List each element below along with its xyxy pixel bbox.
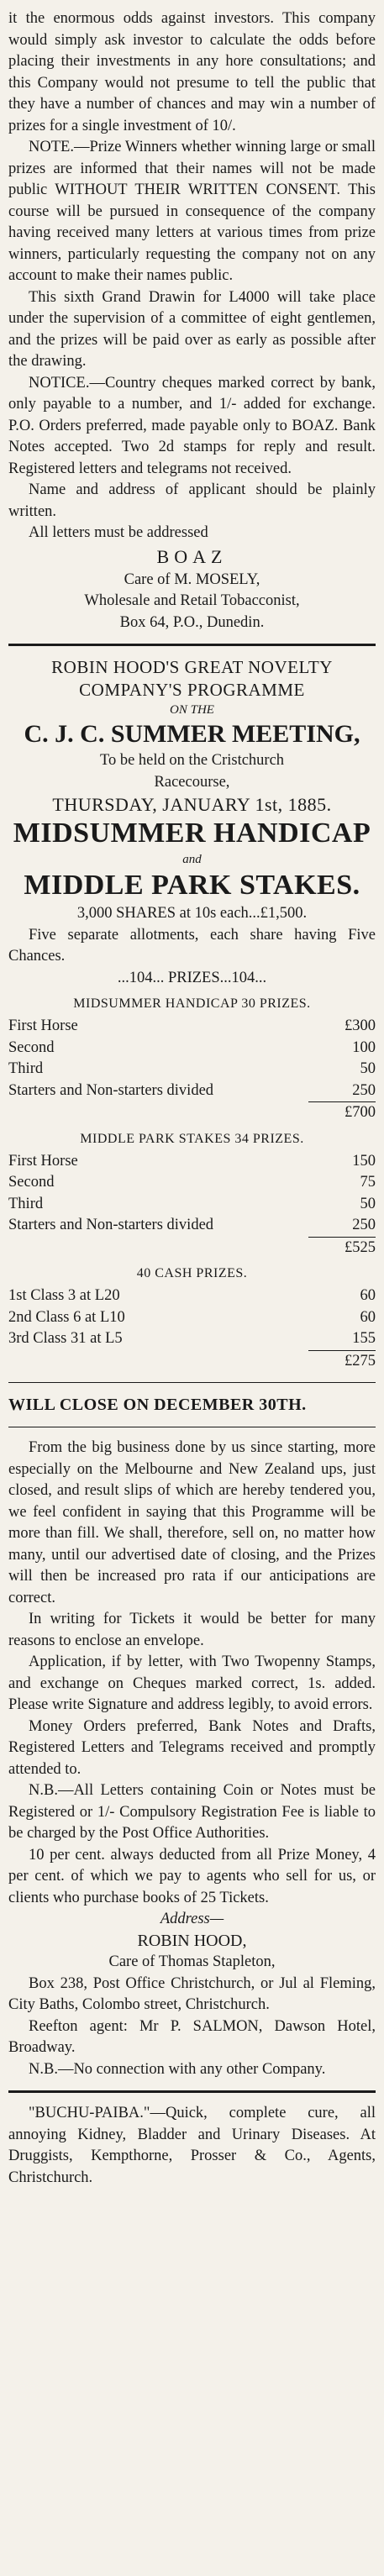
- prize-row: [8, 1016, 376, 1038]
- prize-table-middle-park: [8, 1151, 376, 1237]
- boaz-addr-3: Box 64, P.O., Dunedin.: [119, 613, 265, 631]
- prize-amount: 100: [352, 1038, 376, 1056]
- prize-amount: £300: [345, 1017, 376, 1034]
- robin-hood-name: ROBIN HOOD,: [137, 1931, 247, 1950]
- prize-amount: 75: [360, 1174, 376, 1191]
- ad-title-2: COMPANY'S PROGRAMME: [79, 680, 305, 700]
- prize-section-middle-park: MIDDLE PARK STAKES 34 PRIZES.: [80, 1131, 304, 1146]
- prize-row: [8, 1038, 376, 1059]
- prize-label: First Horse: [8, 1017, 78, 1034]
- ad-body-3: Application, if by letter, with Two Twopenny Stamps, and exchange on Cheques marked correct, 1s. added. Please write Signature and address legibly, to avoid errors.: [8, 1653, 376, 1713]
- prize-label: Second: [8, 1038, 55, 1056]
- buchu-ad: "BUCHU-PAIBA."—Quick, complete cure, all annoying Kidney, Bladder and Urinary Diseases. At Druggists, Kempthorne, Prosser & Co., Agents, Christchurch.: [8, 2105, 376, 2186]
- prize-label: Starters and Non-starters divided: [8, 1081, 214, 1099]
- intro-paragraph: it the enormous odds against investors. This company would simply ask investor to calculate the odds before placing their investments in any hore consultations; and this Company would not presume to tell the public that they have a number of chances and may win a number of prizes for a single investment of 10/.: [8, 10, 376, 134]
- prize-amount: 60: [360, 1287, 376, 1304]
- prize-label: Second: [8, 1174, 55, 1191]
- prize-row: [8, 1307, 376, 1329]
- ad-body-2: In writing for Tickets it would be better for many reasons to enclose an envelope.: [8, 1611, 376, 1649]
- boaz-addr-2: Wholesale and Retail Tobacconist,: [84, 592, 300, 609]
- ad-on-the: ON THE: [170, 703, 214, 717]
- ad-body-4: Money Orders preferred, Bank Notes and Drafts, Registered Letters and Telegrams received and promptly attended to.: [8, 1717, 376, 1778]
- note-paragraph: NOTE.—Prize Winners whether winning large or small prizes are informed that their names will not be made public WITHOUT THEIR WRITTEN CONSENT. This course will be pursued in consequence of the company having received many letters at various times from prize winners, particularly requesting the company not on any account to make their names public.: [8, 139, 376, 284]
- prize-amount: 250: [352, 1081, 376, 1099]
- ad-meeting-title: C. J. C. SUMMER MEETING,: [24, 720, 360, 748]
- notice-paragraph: NOTICE.—Country cheques marked correct by bank, only payable to a number, and 1/- added for exchange. P.O. Orders preferred, made payable only to BOAZ. Bank Notes accepted. Two 2d stamps for reply and result. Registered letters and telegrams not received.: [8, 374, 376, 477]
- prize-total-midsummer: £700: [308, 1101, 376, 1124]
- ad-body-5: N.B.—All Letters containing Coin or Notes must be Registered or 1/- Compulsory Registration Fee is liable to be charged by the Post Office Authorities.: [8, 1782, 376, 1842]
- prize-section-midsummer: MIDSUMMER HANDICAP 30 PRIZES.: [73, 996, 311, 1011]
- ad-midsummer-handicap: MIDSUMMER HANDICAP: [13, 817, 371, 849]
- prize-row: [8, 1215, 376, 1237]
- drawing-paragraph: This sixth Grand Drawin for L4000 will take place under the supervision of a committee of eight gentlemen, and the prizes will be paid over as early as possible after the drawing.: [8, 288, 376, 370]
- robin-addr-1: Care of Thomas Stapleton,: [108, 1953, 276, 1970]
- prize-row: [8, 1080, 376, 1102]
- prize-row: [8, 1285, 376, 1307]
- ad-held-on: To be held on the Cristchurch: [99, 752, 285, 769]
- boaz-name: BOAZ: [156, 545, 228, 567]
- ad-body-6: 10 per cent. always deducted from all Prize Money, 4 per cent. of which we pay to agents who sell for us, or clients who purchase books of 25 Tickets.: [8, 1846, 376, 1906]
- will-close-heading: WILL CLOSE ON DECEMBER 30TH.: [8, 1396, 307, 1414]
- address-label: Address—: [160, 1911, 224, 1927]
- applicant-paragraph: Name and address of applicant should be plainly written.: [8, 481, 376, 520]
- prize-table-midsummer: [8, 1016, 376, 1101]
- prize-label: Third: [8, 1060, 44, 1077]
- ad-allotments: Five separate allotments, each share having Five Chances.: [8, 926, 376, 965]
- section-divider-2: [8, 2090, 376, 2093]
- prize-label: Third: [8, 1195, 44, 1212]
- prize-table-cash: [8, 1285, 376, 1350]
- prize-amount: 50: [360, 1195, 376, 1212]
- prize-section-cash: 40 CASH PRIZES.: [136, 1266, 248, 1280]
- reefton-agent: Reefton agent: Mr P. SALMON, Dawson Hotel, Broadway.: [8, 2017, 376, 2056]
- prize-label: 1st Class 3 at L20: [8, 1287, 120, 1304]
- ad-racecourse: Racecourse,: [154, 773, 230, 791]
- section-divider: [8, 644, 376, 646]
- prize-amount: 155: [352, 1330, 376, 1347]
- prize-label: First Horse: [8, 1152, 78, 1170]
- ad-and: and: [182, 853, 202, 866]
- prize-row: [8, 1172, 376, 1194]
- prize-row: [8, 1328, 376, 1350]
- rule-before-close: [8, 1382, 376, 1383]
- boaz-addr-1: Care of M. MOSELY,: [124, 570, 260, 588]
- prize-total-middle-park: £525: [308, 1237, 376, 1259]
- ad-title-1: ROBIN HOOD'S GREAT NOVELTY: [51, 657, 333, 677]
- prize-label: Starters and Non-starters divided: [8, 1217, 214, 1233]
- ad-middle-park: MIDDLE PARK STAKES.: [24, 870, 360, 901]
- prize-amount: 150: [352, 1152, 376, 1170]
- prize-row: [8, 1151, 376, 1173]
- prize-label: 2nd Class 6 at L10: [8, 1308, 125, 1326]
- prize-amount: 60: [360, 1308, 376, 1326]
- ad-shares: 3,000 SHARES at 10s each...£1,500.: [76, 905, 308, 922]
- newspaper-column: [8, 8, 376, 2559]
- prize-amount: 50: [360, 1060, 376, 1077]
- ad-prizes-count: ...104... PRIZES...104...: [117, 969, 267, 986]
- prize-row: [8, 1194, 376, 1216]
- ad-body-1: From the big business done by us since starting, more especially on the Melbourne and New Zealand ups, just closed, and result slips of which are hereby tendered you, we feel confident in saying that this Programme will be more than fill. We shall, therefore, sell on, no matter how many, until our advertised date of closing, and the Prizes will then be increased pro rata if our anticipations are correct.: [8, 1439, 376, 1606]
- prize-total-cash: £275: [308, 1350, 376, 1373]
- prize-label: 3rd Class 31 at L5: [8, 1330, 123, 1347]
- robin-addr-2: Box 238, Post Office Christchurch, or Jul al Fleming, City Baths, Colombo street, Christchurch.: [8, 1974, 376, 2013]
- ad-date: THURSDAY, JANUARY 1st, 1885.: [52, 794, 332, 815]
- prize-row: [8, 1059, 376, 1080]
- address-instruction: All letters must be addressed: [29, 524, 208, 541]
- prize-amount: 250: [352, 1217, 376, 1233]
- no-connection-note: N.B.—No connection with any other Company.: [29, 2060, 326, 2078]
